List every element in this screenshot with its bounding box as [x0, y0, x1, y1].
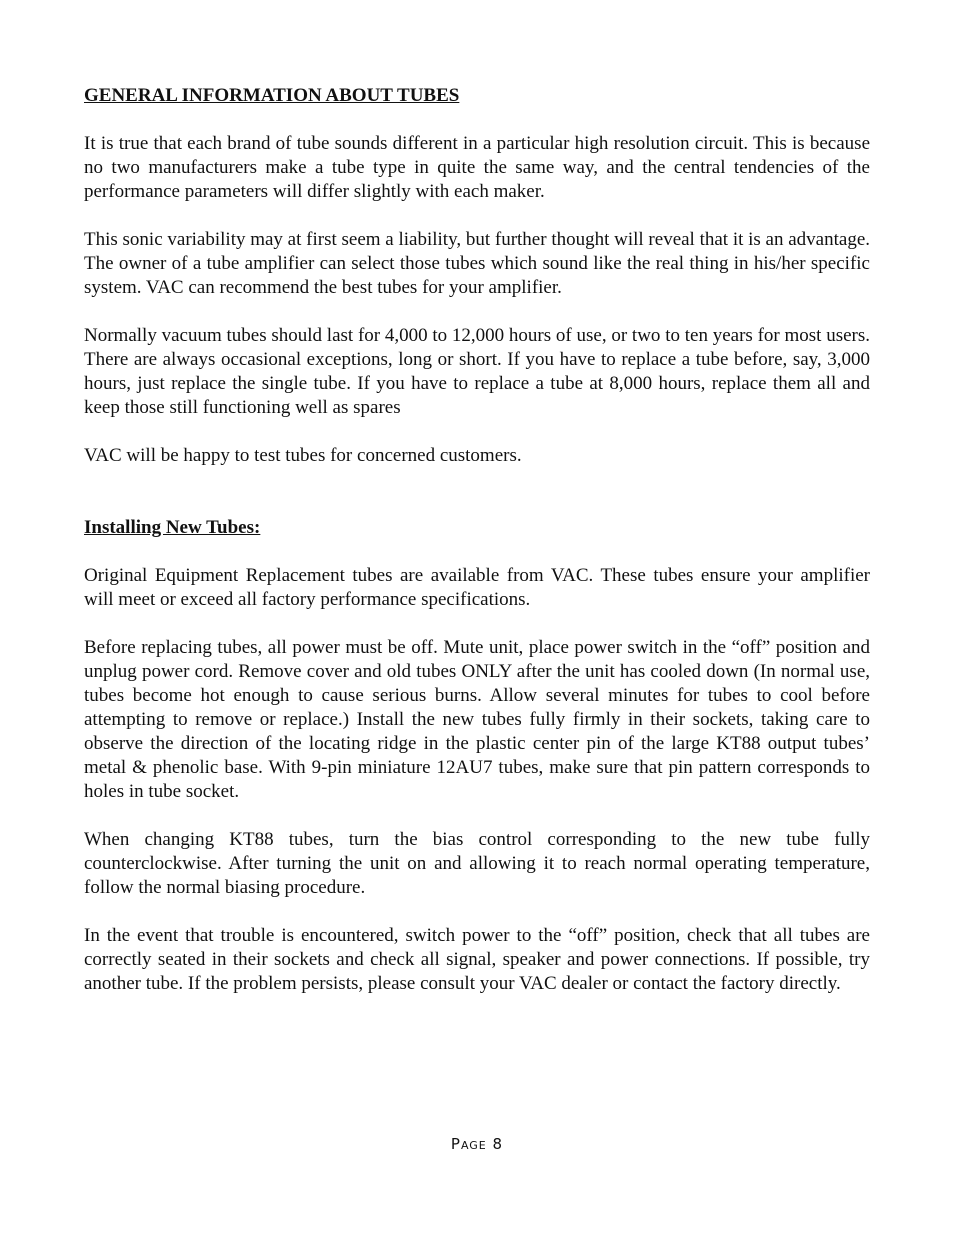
section-spacer — [84, 492, 870, 516]
paragraph-bias-control: When changing KT88 tubes, turn the bias control corresponding to the new tube fully counterclockwise. After turning the unit on and allowing it to reach normal operating temperature, follow the normal biasing procedure. — [84, 829, 870, 898]
document-page — [84, 84, 870, 1020]
paragraph-tube-lifespan: Normally vacuum tubes should last for 4,000 to 12,000 hours of use, or two to ten years for most users. There are always occasional exceptions, long or short. If you have to replace a tube before, say, 3,000 hours, just replace the single tube. If you have to replace a tube at 8,000 hours, replace them all and keep those still functioning well as spares — [84, 325, 870, 418]
paragraph-replacement-tubes: Original Equipment Replacement tubes are available from VAC. These tubes ensure your amplifier will meet or exceed all factory performance specifications. — [84, 565, 870, 610]
paragraph-tube-testing: VAC will be happy to test tubes for concerned customers. — [84, 445, 522, 466]
paragraph-replacing-procedure: Before replacing tubes, all power must be off. Mute unit, place power switch in the “off” position and unplug power cord. Remove cover and old tubes ONLY after the unit has cooled down (In normal use, tubes become hot enough to cause serious burns. Allow several minutes for tubes to cool before attempting to remove or replace.) Install the new tubes fully firmly in their sockets, taking care to observe the direction of the locating ridge in the plastic center pin of the large KT88 output tubes’ metal & phenolic base. With 9-pin miniature 12AU7 tubes, make sure that pin pattern corresponds to holes in tube socket. — [84, 637, 870, 802]
page-number: Page 8 — [450, 1135, 504, 1153]
paragraph-tube-brand-differences: It is true that each brand of tube sounds different in a particular high resolution circuit. This is because no two manufacturers make a tube type in quite the same way, and the central tendencies of the performance parameters will differ slightly with each maker. — [84, 133, 870, 202]
section-heading-installing-new-tubes: Installing New Tubes: — [84, 517, 261, 538]
paragraph-sonic-variability: This sonic variability may at first seem a liability, but further thought will reveal that it is an advantage. The owner of a tube amplifier can select those tubes which sound like the real thing in his/her specific system. VAC can recommend the best tubes for your amplifier. — [84, 229, 871, 298]
paragraph-troubleshooting: In the event that trouble is encountered, switch power to the “off” position, check that all tubes are correctly seated in their sockets and check all signal, speaker and power connections. If possible, try another tube. If the problem persists, please consult your VAC dealer or contact the factory directly. — [84, 925, 870, 994]
section-heading-general-information: GENERAL INFORMATION ABOUT TUBES — [84, 85, 460, 106]
